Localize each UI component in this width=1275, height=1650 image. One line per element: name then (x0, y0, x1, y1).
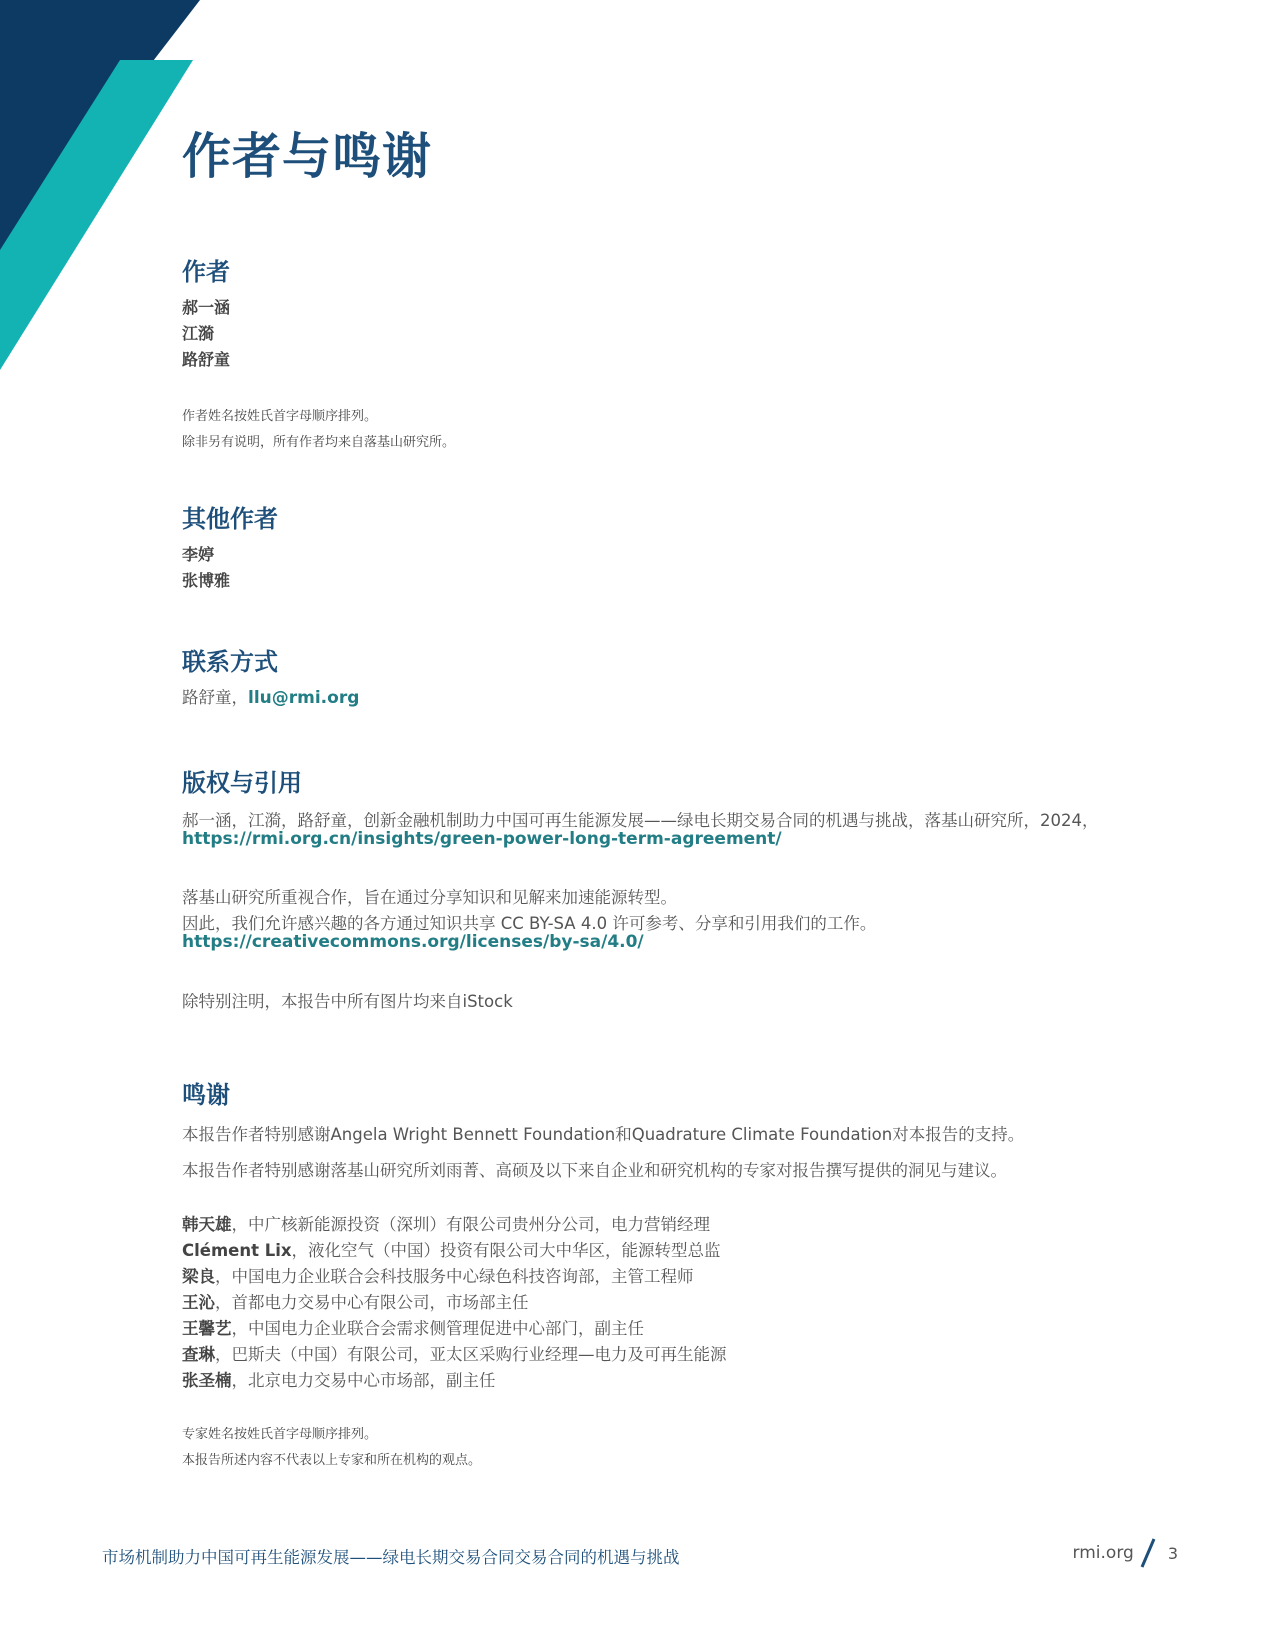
experts-note: 本报告所述内容不代表以上专家和所在机构的观点。 (182, 1453, 482, 1468)
expert-entry (182, 1367, 496, 1391)
experts-note: 专家姓名按姓氏首字母顺序排列。 (182, 1427, 378, 1442)
acknowledgement-text: 本报告作者特别感谢落基山研究所刘雨菁、高硕及以下来自企业和研究机构的专家对报告撰写提供的洞见与建议。 (182, 1161, 1007, 1180)
expert-entry (182, 1263, 694, 1287)
expert-name: 王馨艺 (182, 1319, 232, 1338)
authors-note: 作者姓名按姓氏首字母顺序排列。 (182, 409, 378, 424)
footer-report-title: 市场机制助力中国可再生能源发展——绿电长期交易合同交易合同的机遇与挑战 (102, 1548, 680, 1567)
license-text: 因此，我们允许感兴趣的各方通过知识共享 CC BY-SA 4.0 许可参考、分享和引用我们的工作。 (182, 914, 877, 933)
page-number: 3 (1167, 1543, 1178, 1563)
contact-email-link[interactable]: llu@rmi.org (248, 688, 360, 708)
expert-detail: ，中国电力企业联合会需求侧管理促进中心部门，副主任 (231, 1319, 644, 1338)
license-url-link[interactable]: https://creativecommons.org/licenses/by-sa/4.0/ (182, 932, 644, 952)
other-author-name: 李婷 (182, 545, 215, 564)
contact-heading: 联系方式 (182, 648, 278, 676)
expert-detail: ，北京电力交易中心市场部，副主任 (231, 1371, 496, 1390)
copyright-heading: 版权与引用 (182, 769, 302, 797)
author-name: 郝一涵 (182, 298, 231, 317)
images-note: 除特别注明，本报告中所有图片均来自iStock (182, 992, 513, 1011)
acknowledgement-text: 本报告作者特别感谢Angela Wright Bennett Foundation和Quadrature Climate Foundation对本报告的支持。 (182, 1125, 1025, 1144)
expert-entry (182, 1211, 710, 1235)
expert-name: 张圣楠 (182, 1371, 232, 1390)
expert-detail: ，首都电力交易中心有限公司，市场部主任 (215, 1293, 529, 1312)
authors-heading: 作者 (182, 258, 230, 286)
citation-url-link[interactable]: https://rmi.org.cn/insights/green-power-long-term-agreement/ (182, 829, 782, 849)
other-author-name: 张博雅 (182, 571, 231, 590)
expert-entry (182, 1315, 644, 1339)
other-authors-heading: 其他作者 (182, 505, 278, 533)
expert-name: 韩天雄 (182, 1215, 232, 1234)
expert-detail: ，巴斯夫（中国）有限公司，亚太区采购行业经理—电力及可再生能源 (215, 1345, 727, 1364)
corner-decoration (0, 0, 200, 380)
expert-entry (182, 1289, 529, 1313)
author-name: 路舒童 (182, 350, 231, 369)
page-title: 作者与鸣谢 (182, 128, 433, 185)
contact-name: 路舒童， (182, 688, 248, 707)
authors-note: 除非另有说明，所有作者均来自落基山研究所。 (182, 435, 456, 450)
expert-entry (182, 1237, 721, 1261)
expert-name: 查琳 (182, 1345, 215, 1364)
acknowledgements-heading: 鸣谢 (182, 1081, 230, 1109)
expert-name: 王沁 (182, 1293, 215, 1312)
expert-name: Clément Lix (182, 1241, 292, 1260)
expert-detail: ，液化空气（中国）投资有限公司大中华区，能源转型总监 (291, 1241, 721, 1260)
citation-text: 郝一涵，江漪，路舒童，创新金融机制助力中国可再生能源发展——绿电长期交易合同的机遇与挑战，落基山研究所，2024， (182, 811, 1099, 830)
footer-site-link[interactable]: rmi.org (1072, 1543, 1134, 1563)
footer-right (1073, 1538, 1178, 1568)
expert-name: 梁良 (182, 1267, 215, 1286)
author-name: 江漪 (182, 324, 215, 343)
slash-divider-icon (1140, 1538, 1156, 1568)
expert-entry (182, 1341, 727, 1365)
license-text: 落基山研究所重视合作，旨在通过分享知识和见解来加速能源转型。 (182, 888, 677, 907)
expert-detail: ，中国电力企业联合会科技服务中心绿色科技咨询部，主管工程师 (215, 1267, 694, 1286)
expert-detail: ，中广核新能源投资（深圳）有限公司贵州分公司，电力营销经理 (231, 1215, 710, 1234)
contact-line (182, 684, 359, 708)
